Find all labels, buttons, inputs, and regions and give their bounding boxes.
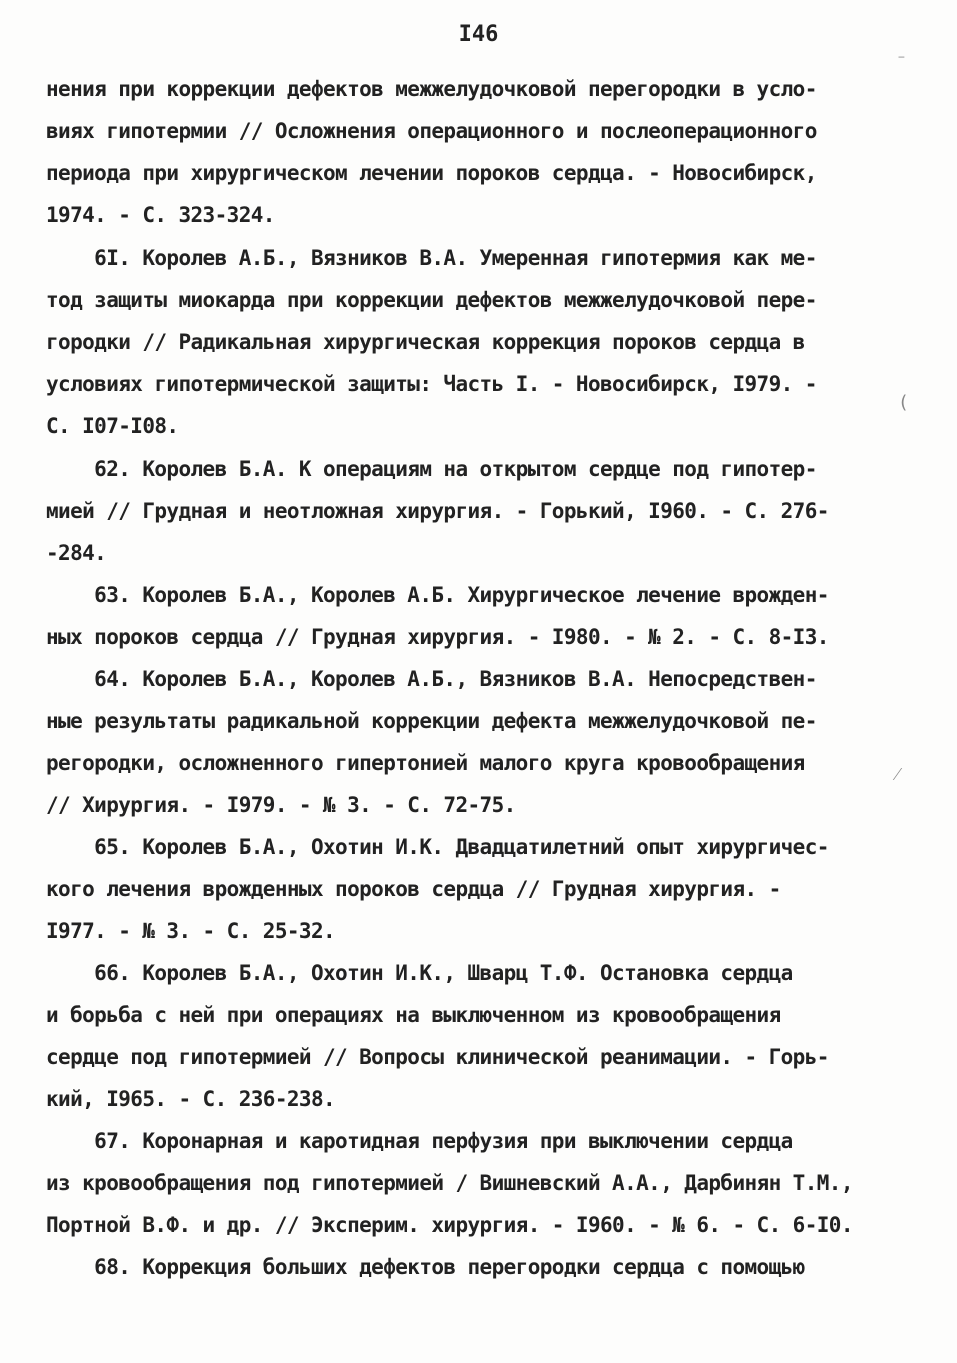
- reference-61: 6I. Королев А.Б., Вязников В.А. Умеренная гипотермия как ме-: [46, 246, 817, 270]
- text-line: Портной В.Ф. и др. // Эксперим. хирургия. - I960. - № 6. - С. 6-I0.: [46, 1213, 853, 1237]
- page-number: I46: [458, 22, 499, 47]
- text-line: 1974. - С. 323-324.: [46, 203, 275, 227]
- reference-68: 68. Коррекция больших дефектов перегородки сердца с помощью: [46, 1255, 805, 1279]
- text-line: периода при хирургическом лечении пороков сердца. - Новосибирск,: [46, 161, 817, 185]
- text-line: и борьба с ней при операциях на выключенном из кровообращения: [46, 1003, 781, 1027]
- text-line: городки // Радикальная хирургическая коррекция пороков сердца в: [46, 330, 805, 354]
- text-line: сердце под гипотермией // Вопросы клинической реанимации. - Горь-: [46, 1045, 829, 1069]
- text-line: -284.: [46, 541, 107, 565]
- text-line: мией // Грудная и неотложная хирургия. - Горький, I960. - С. 276-: [46, 499, 829, 523]
- text-line: тод защиты миокарда при коррекции дефектов межжелудочковой пере-: [46, 288, 817, 312]
- text-line: ных пороков сердца // Грудная хирургия. - I980. - № 2. - С. 8-I3.: [46, 625, 829, 649]
- text-line: I977. - № 3. - С. 25-32.: [46, 919, 336, 943]
- reference-66: 66. Королев Б.А., Охотин И.К., Шварц Т.Ф. Остановка сердца: [46, 961, 793, 985]
- text-line: из кровообращения под гипотермией / Вишневский А.А., Дарбинян Т.М.,: [46, 1171, 853, 1195]
- text-line: С. I07-I08.: [46, 414, 179, 438]
- margin-mark: (: [898, 392, 909, 413]
- reference-67: 67. Коронарная и каротидная перфузия при выключении сердца: [46, 1129, 793, 1153]
- text-line: ные результаты радикальной коррекции дефекта межжелудочковой пе-: [46, 709, 817, 733]
- margin-mark: ⁻: [896, 50, 907, 71]
- reference-64: 64. Королев Б.А., Королев А.Б., Вязников В.А. Непосредствен-: [46, 667, 817, 691]
- text-line: виях гипотермии // Осложнения операционного и послеоперационного: [46, 119, 817, 143]
- reference-62: 62. Королев Б.А. К операциям на открытом сердце под гипотер-: [46, 457, 817, 481]
- margin-mark: ⁄: [896, 764, 899, 785]
- text-line: нения при коррекции дефектов межжелудочковой перегородки в усло-: [46, 77, 817, 101]
- text-line: // Хирургия. - I979. - № 3. - С. 72-75.: [46, 793, 516, 817]
- text-line: условиях гипотермической защиты: Часть I. - Новосибирск, I979. -: [46, 372, 817, 396]
- reference-63: 63. Королев Б.А., Королев А.Б. Хирургическое лечение врожден-: [46, 583, 829, 607]
- text-line: кий, I965. - С. 236-238.: [46, 1087, 336, 1111]
- reference-65: 65. Королев Б.А., Охотин И.К. Двадцатилетний опыт хирургичес-: [46, 835, 829, 859]
- text-line: кого лечения врожденных пороков сердца // Грудная хирургия. -: [46, 877, 781, 901]
- text-line: регородки, осложненного гипертонией малого круга кровообращения: [46, 751, 805, 775]
